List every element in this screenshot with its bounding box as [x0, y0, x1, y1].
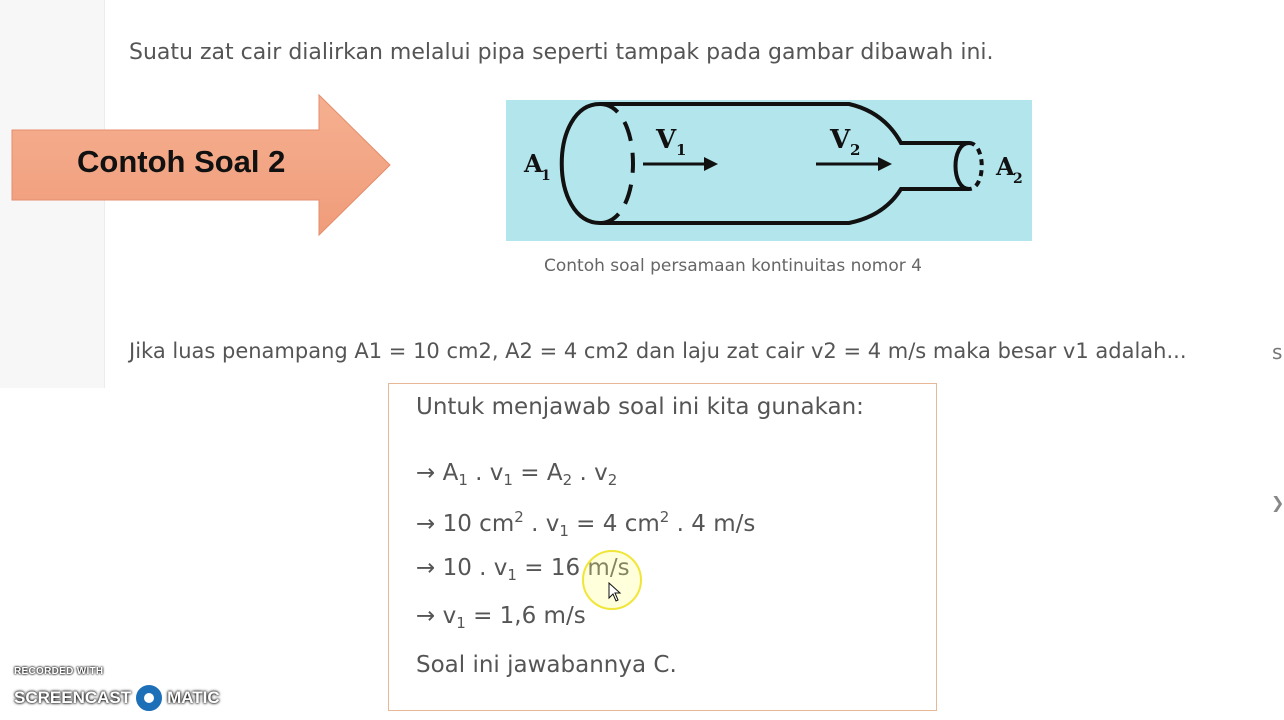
- watermark-brand: [14, 683, 220, 713]
- label-v1-sub: 1: [676, 141, 687, 159]
- screencast-logo-icon: [134, 683, 164, 713]
- label-v2-sub: 2: [850, 141, 861, 159]
- arrow-icon: →: [416, 555, 436, 581]
- figure-caption: Contoh soal persamaan kontinuitas nomor 4: [544, 256, 922, 276]
- question-text: Jika luas penampang A1 = 10 cm2, A2 = 4 cm2 dan laju zat cair v2 = 4 m/s maka besar v1 adalah...: [129, 339, 1187, 363]
- watermark-right: MATIC: [167, 688, 220, 707]
- equation-line-2: → 10 $cm^2$ . $v_1 = 4$ $cm^2$ . 4 m/s: [416, 508, 756, 540]
- equation-line-4: → $v_1 = 1,6$ m/s: [416, 603, 586, 632]
- equation-line-3: → 10 . $v_1 = 16$ m/s: [416, 555, 630, 584]
- answer-box: [388, 383, 937, 711]
- label-a1: A: [524, 149, 543, 178]
- arrow-icon: →: [416, 603, 436, 629]
- label-v1: V: [656, 125, 677, 155]
- mouse-pointer-icon: [608, 582, 622, 602]
- edge-text-fragment: s: [1272, 340, 1283, 364]
- label-v2: V: [830, 125, 851, 155]
- equation-line-1: → $A_1$ . $v_1 = A_2$ . $v_2$: [416, 460, 618, 489]
- pipe-figure: [506, 100, 1032, 241]
- scroll-arrow-icon[interactable]: ❯: [1271, 493, 1284, 512]
- answer-conclusion: Soal ini jawabannya C.: [416, 652, 677, 678]
- label-a1-sub: 1: [541, 168, 551, 184]
- label-a2: A: [996, 152, 1015, 181]
- arrow-icon: →: [416, 460, 436, 486]
- label-a2-sub: 2: [1013, 171, 1023, 187]
- banner-label: Contoh Soal 2: [77, 144, 286, 179]
- answer-intro: Untuk menjawab soal ini kita gunakan:: [416, 394, 864, 420]
- watermark-left: SCREENCAST: [14, 688, 132, 707]
- intro-text: Suatu zat cair dialirkan melalui pipa seperti tampak pada gambar dibawah ini.: [129, 40, 994, 65]
- watermark-recorded: RECORDED WITH: [14, 666, 104, 677]
- arrow-icon: →: [416, 511, 436, 537]
